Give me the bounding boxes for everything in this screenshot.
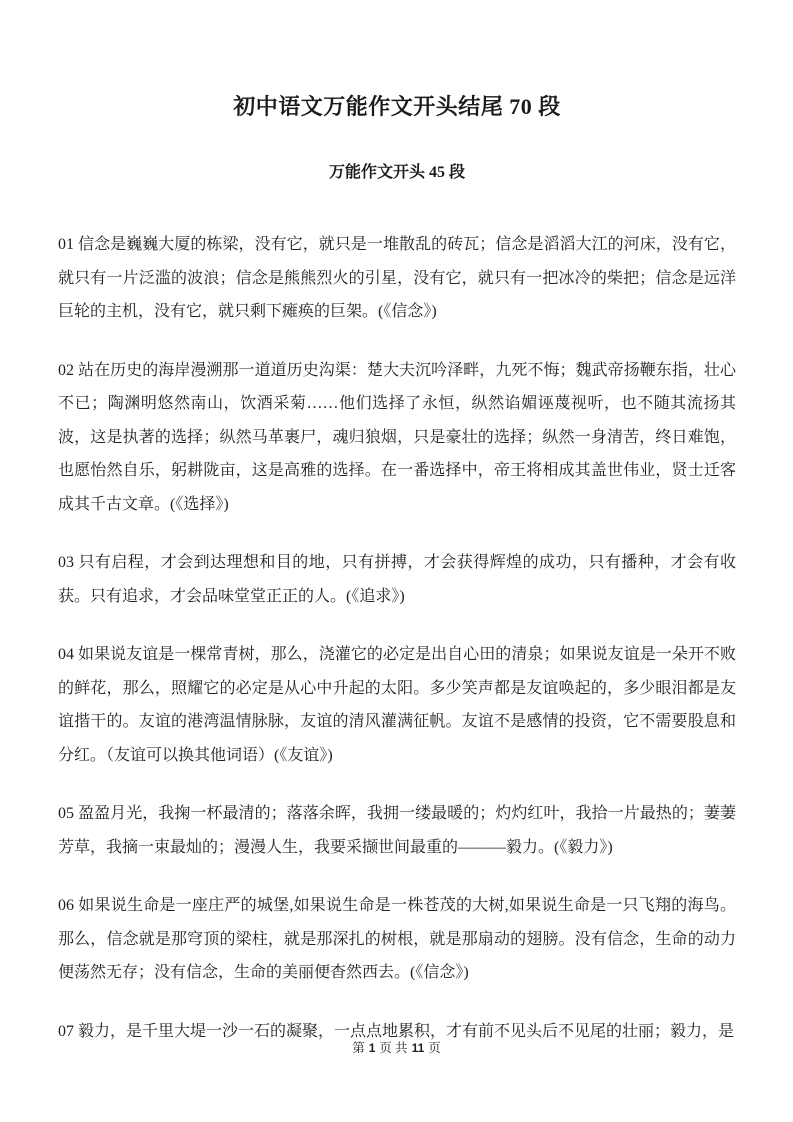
- paragraph-07: 07 毅力，是千里大堤一沙一石的凝聚，一点点地累积，才有前不见头后不见尾的壮丽；毅力，是: [58, 1022, 735, 1040]
- page-content: [58, 0, 736, 1048]
- paragraph-01: 01 信念是巍巍大厦的栋梁，没有它，就只是一堆散乱的砖瓦；信念是滔滔大江的河床，没有它，就只有一片泛滥的波浪；信念是熊熊烈火的引星，没有它，就只有一把冰冷的柴把；信念是远洋巨轮的主机，没有它，就只剩下瘫痪的巨架。(《信念》): [58, 236, 736, 320]
- footer-label-ye: 页: [428, 1041, 441, 1055]
- paragraph-02: 02 站在历史的海岸漫溯那一道道历史沟渠：楚大夫沉吟泽畔，九死不悔；魏武帝扬鞭东指，壮心不已；陶渊明悠然南山，饮酒采菊……他们选择了永恒，纵然谄媚诬蔑视听，也不随其流扬其波，这是执著的选择；纵然马革裹尸，魂归狼烟，只是豪壮的选择；纵然一身清苦，终日难饱，也愿怡然自乐，躬耕陇亩，这是高雅的选择。在一番选择中，帝王将相成其盖世伟业，贤士迁客成其千古文章。(《选择》): [58, 361, 736, 513]
- paragraph-04: 04 如果说友谊是一棵常青树，那么，浇灌它的必定是出自心田的清泉；如果说友谊是一朵开不败的鲜花，那么，照耀它的必定是从心中升起的太阳。多少笑声都是友谊唤起的，多少眼泪都是友谊揩干的。友谊的港湾温情脉脉，友谊的清风灌满征帆。友谊不是感情的投资，它不需要股息和分红。（友谊可以换其他词语）(《友谊》): [58, 646, 736, 764]
- total-pages-number: 11: [411, 1041, 425, 1055]
- footer-label-di: 第: [352, 1041, 365, 1055]
- paragraph-list: [58, 228, 736, 1048]
- current-page-number: 1: [368, 1041, 376, 1055]
- paragraph-06: 06 如果说生命是一座庄严的城堡,如果说生命是一株苍茂的大树,如果说生命是一只飞翔的海鸟。那么，信念就是那穹顶的梁柱，就是那深扎的树根，就是那扇动的翅膀。没有信念，生命的动力便荡然无存；没有信念，生命的美丽便杳然西去。(《信念》): [58, 897, 736, 981]
- page-footer: [0, 1040, 793, 1057]
- paragraph-05: 05 盈盈月光，我掬一杯最清的；落落余晖，我拥一缕最暖的；灼灼红叶，我拾一片最热的；萋萋芳草，我摘一束最灿的；漫漫人生，我要采撷世间最重的———毅力。(《毅力》): [58, 805, 736, 856]
- paragraph-03: 03 只有启程，才会到达理想和目的地，只有拼搏，才会获得辉煌的成功，只有播种，才会有收获。只有追求，才会品味堂堂正正的人。(《追求》): [58, 554, 736, 605]
- document-title: 初中语文万能作文开头结尾 70 段: [233, 94, 561, 119]
- section-subtitle: 万能作文开头 45 段: [328, 164, 465, 181]
- footer-label-ye-gong: 页 共: [379, 1041, 408, 1055]
